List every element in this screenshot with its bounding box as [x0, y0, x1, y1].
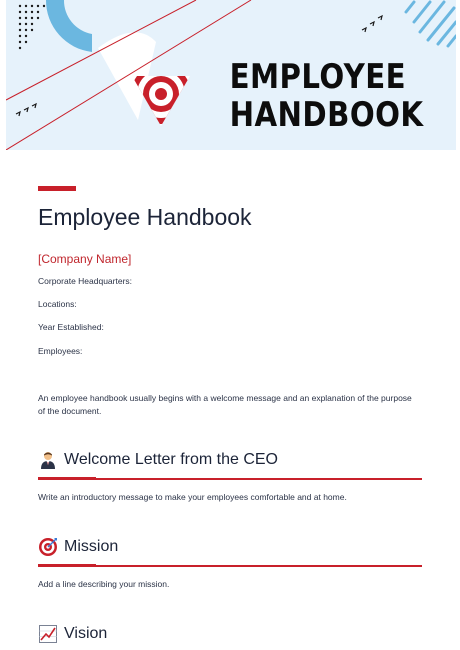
chevrons-right: [362, 16, 382, 32]
person-icon: [38, 450, 58, 470]
section-welcome-title: Welcome Letter from the CEO: [64, 451, 278, 468]
field-year-established: Year Established:: [38, 322, 104, 332]
document-title: Employee Handbook: [38, 204, 252, 230]
section-vision-title: Vision: [64, 625, 108, 642]
section-vision-heading: [38, 624, 107, 644]
banner-title: [230, 58, 424, 134]
section-mission-body: Add a line describing your mission.: [38, 579, 170, 589]
section-mission-title: Mission: [64, 538, 119, 555]
intro-paragraph: An employee handbook usually begins with a welcome message and an explanation of the purpose of the document.: [38, 393, 412, 416]
section-welcome-underline: [38, 478, 422, 480]
section-welcome-heading: [38, 450, 278, 470]
header-banner: [6, 0, 456, 150]
field-locations: Locations:: [38, 299, 77, 309]
blue-arc-shape: [46, 0, 92, 52]
diagonal-line-2: [6, 0, 251, 150]
section-mission-heading: [38, 537, 118, 557]
banner-title-line1: EMPLOYEE: [230, 57, 407, 97]
banner-title-line2: HANDBOOK: [230, 95, 424, 135]
chart-icon: [38, 624, 58, 644]
field-employees: Employees:: [38, 346, 83, 356]
field-headquarters: Corporate Headquarters:: [38, 276, 133, 286]
section-mission-underline: [38, 565, 422, 567]
section-welcome-body: Write an introductory message to make your employees comfortable and at home.: [38, 492, 347, 502]
title-accent-bar: [38, 186, 76, 191]
chevrons-left: [16, 104, 36, 116]
company-name-placeholder[interactable]: [Company Name]: [38, 252, 132, 266]
blue-stripes-pattern: [406, 2, 456, 46]
dotted-pattern: [19, 5, 45, 49]
target-icon: [38, 537, 58, 557]
